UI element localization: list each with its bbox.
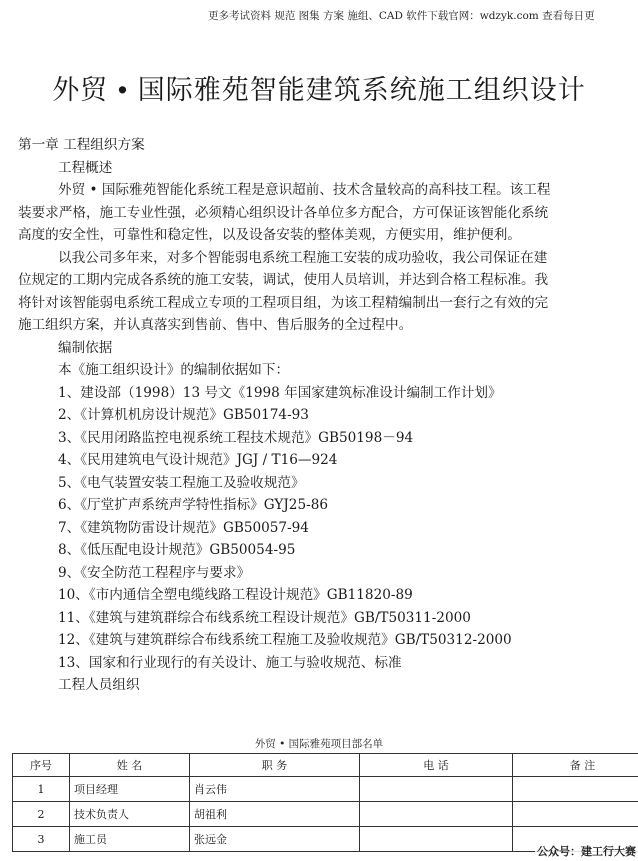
banner-text: 更多考试资料 规范 图集 方案 施组、CAD 软件下载官网：wdzyk.com 查看每日更 [208, 10, 595, 22]
staff-table [12, 753, 638, 852]
section-heading-staff: 工程人员组织 [58, 677, 140, 693]
table-header-row [13, 754, 638, 777]
cell-remarks [513, 802, 638, 827]
basis-list-item: 13、国家和行业现行的有关设计、施工与验收规范、标准 [58, 654, 402, 671]
basis-intro: 本《施工组织设计》的编制依据如下： [58, 362, 290, 378]
basis-list-item: 8、《低压配电设计规范》GB50054-95 [58, 542, 296, 558]
basis-list-item: 6、《厅堂扩声系统声学特性指标》GYJ25-86 [58, 497, 328, 513]
cell-position: 张远金 [190, 827, 360, 852]
cell-phone [360, 827, 513, 852]
cell-remarks [513, 777, 638, 802]
header-name: 姓 名 [70, 754, 190, 777]
basis-list-item: 5、《电气装置安装工程施工及验收规范》 [58, 474, 305, 491]
table-caption: 外贸 • 国际雅苑项目部名单 [254, 738, 384, 750]
cell-position: 肖云伟 [190, 777, 360, 802]
cell-no: 1 [13, 777, 70, 802]
chapter-heading: 第一章 工程组织方案 [18, 137, 145, 153]
document-title: 外贸 • 国际雅苑智能建筑系统施工组织设计 [52, 75, 586, 106]
basis-list-item: 1、建设部（1998）13 号文《1998 年国家建筑标准设计编制工作计划》 [58, 384, 502, 401]
paragraph-line: 外贸 • 国际雅苑智能化系统工程是意识超前、技术含量较高的高科技工程。该工程 [58, 182, 551, 198]
header-position: 职 务 [190, 754, 360, 777]
wechat-watermark: 公众号：建工行大赛 [537, 845, 636, 858]
cell-phone [360, 777, 513, 802]
header-remarks: 备 注 [513, 754, 638, 777]
paragraph-line: 以我公司多年来，对多个智能弱电系统工程施工安装的成功验收，我公司保证在建 [58, 249, 548, 266]
cell-phone [360, 802, 513, 827]
basis-list-item: 9、《安全防范工程程序与要求》 [58, 564, 251, 581]
document-body [18, 134, 638, 697]
paragraph-line: 施工组织方案，并认真落实到售前、售中、售后服务的全过程中。 [18, 317, 413, 333]
basis-list-item: 10、《市内通信全塑电缆线路工程设计规范》GB11820-89 [58, 587, 413, 603]
cell-name: 施工员 [70, 827, 190, 852]
cell-name: 技术负责人 [70, 802, 190, 827]
cell-position: 胡祖利 [190, 802, 360, 827]
basis-list-item: 11、《建筑与建筑群综合布线系统工程设计规范》GB/T50311-2000 [58, 609, 471, 626]
header-no: 序号 [13, 754, 70, 777]
table-row [13, 777, 638, 802]
basis-list-item: 12、《建筑与建筑群综合布线系统工程施工及验收规范》GB/T50312-2000 [58, 632, 512, 648]
paragraph-line: 位规定的工期内完成各系统的施工安装，调试，使用人员培训，并达到合格工程标准。我 [18, 272, 549, 288]
cell-name: 项目经理 [70, 777, 190, 802]
paragraph-line: 将针对该智能弱电系统工程成立专项的工程项目组，为该工程精编制出一套行之有效的完 [18, 294, 549, 311]
section-heading-basis: 编制依据 [58, 339, 113, 356]
header-phone: 电 话 [360, 754, 513, 777]
paragraph-line: 高度的安全性，可靠性和稳定性，以及设备安装的整体美观，方便实用，维护便利。 [18, 227, 521, 243]
paragraph-line: 装要求严格，施工专业性强，必须精心组织设计各单位多方配合，方可保证该智能化系统 [18, 204, 549, 221]
cell-no: 3 [13, 827, 70, 852]
basis-list-item: 3、《民用闭路监控电视系统工程技术规范》GB50198－94 [58, 429, 414, 446]
section-heading-overview: 工程概述 [58, 159, 113, 176]
basis-list-item: 2、《计算机机房设计规范》GB50174-93 [58, 407, 309, 423]
basis-list-item: 4、《民用建筑电气设计规范》JGJ / T16—924 [58, 452, 338, 468]
basis-list-item: 7、《建筑物防雷设计规范》GB50057-94 [58, 519, 309, 536]
table-row [13, 802, 638, 827]
download-site-banner [0, 8, 638, 24]
cell-no: 2 [13, 802, 70, 827]
